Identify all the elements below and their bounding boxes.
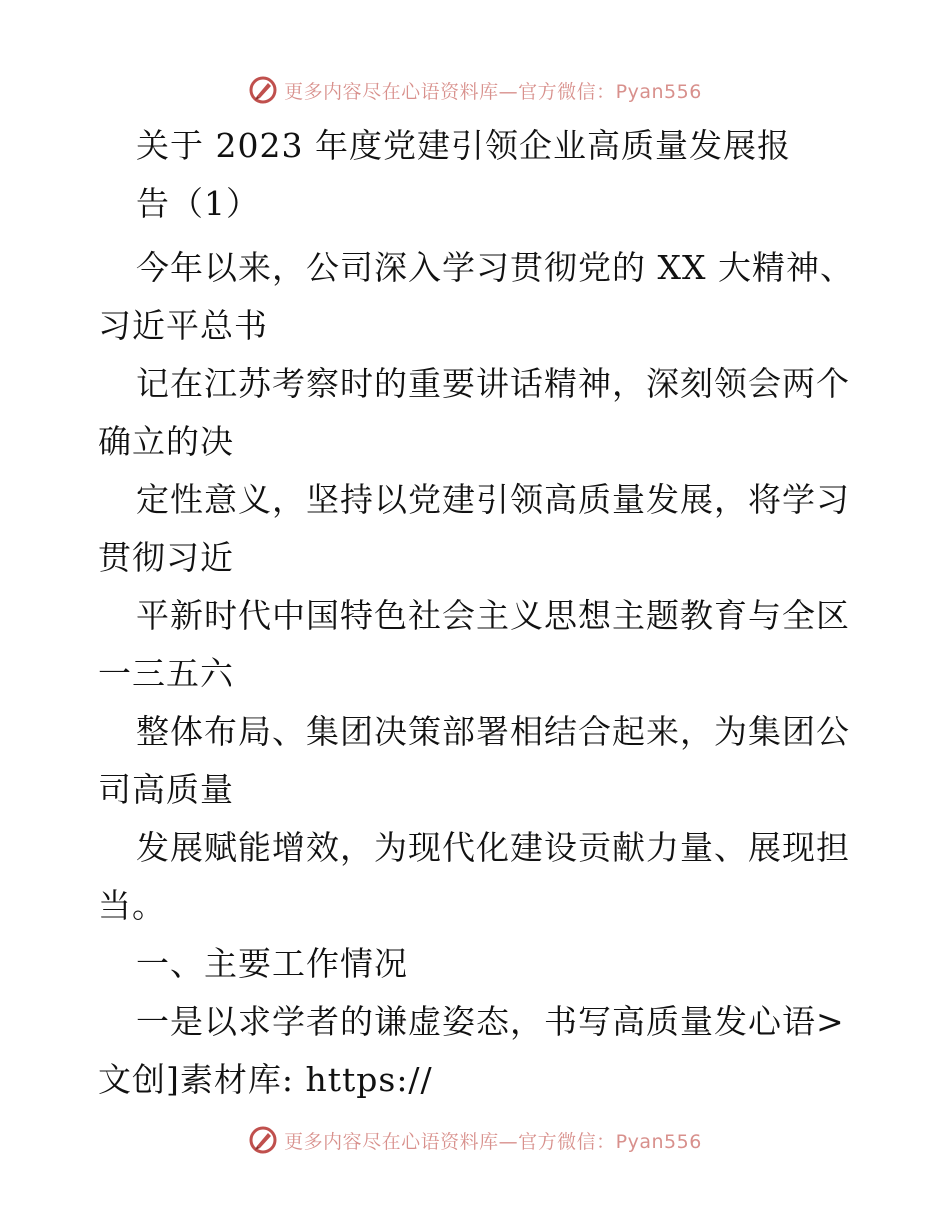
pen-logo-icon xyxy=(248,1125,278,1155)
paragraph-line: 习近平总书 xyxy=(98,306,268,345)
doc-title-line-2: 告（1） xyxy=(136,184,260,223)
paragraph-line: 定性意义，坚持以党建引领高质量发展，将学习 xyxy=(136,480,850,519)
paragraph-line: 记在江苏考察时的重要讲话精神，深刻领会两个 xyxy=(136,364,850,403)
header-watermark-banner xyxy=(0,70,950,110)
section-heading: 一、主要工作情况 xyxy=(136,944,408,983)
paragraph-line: 当。 xyxy=(98,886,166,925)
doc-title-line-1: 关于 2023 年度党建引领企业高质量发展报 xyxy=(136,126,791,165)
paragraph-line: 今年以来，公司深入学习贯彻党的 XX 大精神、 xyxy=(136,248,854,287)
paragraph-line: 确立的决 xyxy=(98,422,234,461)
paragraph-line: 一是以求学者的谦虚姿态，书写高质量发心语> xyxy=(136,1002,845,1041)
paragraph-line: 司高质量 xyxy=(98,770,234,809)
paragraph-line: 文创]素材库: https:// xyxy=(98,1060,433,1099)
paragraph-line: 贯彻习近 xyxy=(98,538,234,577)
footer-watermark-text: 更多内容尽在心语资料库—官方微信：Pyan556 xyxy=(284,1130,702,1153)
footer-watermark-banner xyxy=(0,1120,950,1160)
paragraph-line: 整体布局、集团决策部署相结合起来，为集团公 xyxy=(136,712,850,751)
paragraph-line: 发展赋能增效，为现代化建设贡献力量、展现担 xyxy=(136,828,850,867)
paragraph-line: 一三五六 xyxy=(98,654,234,693)
header-watermark-text: 更多内容尽在心语资料库—官方微信：Pyan556 xyxy=(284,80,702,103)
paragraph-line: 平新时代中国特色社会主义思想主题教育与全区 xyxy=(136,596,850,635)
pen-logo-icon xyxy=(248,75,278,105)
